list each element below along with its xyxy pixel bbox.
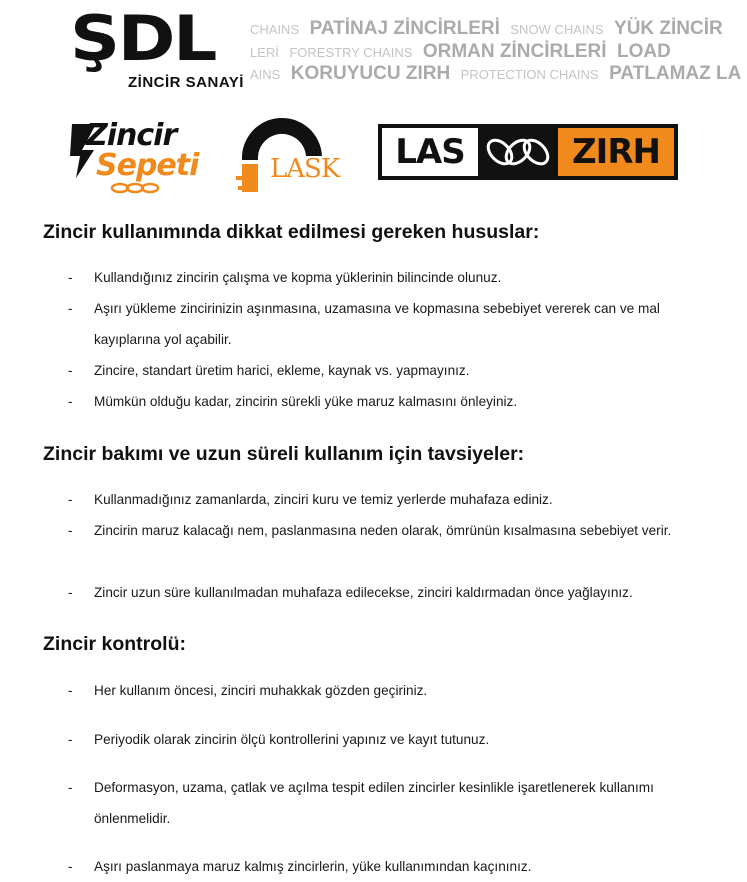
bullet-dash: - bbox=[68, 270, 73, 285]
list-item-text: Kullandığınız zincirin çalışma ve kopma yüklerinin bilincinde olunuz. bbox=[94, 270, 502, 285]
zincir-sepeti-line1: Zincir bbox=[86, 118, 177, 153]
list-item bbox=[68, 724, 716, 755]
section-title: Zincir kullanımında dikkat edilmesi gereken hususlar: bbox=[43, 221, 540, 243]
tagline-row-3 bbox=[250, 63, 747, 85]
lask-logo bbox=[234, 116, 342, 196]
sdl-brand-text: ŞDL bbox=[70, 2, 216, 75]
lask-text: LASK bbox=[270, 154, 340, 184]
list-item-text: Zincir uzun süre kullanılmadan muhafaza edilecekse, zinciri kaldırmadan önce yağlayınız. bbox=[94, 585, 633, 600]
list-item-text: Zincirin maruz kalacağı nem, paslanmasına neden olarak, ömrünün kısalmasına sebebiyet verir. bbox=[94, 523, 672, 538]
bullet-dash: - bbox=[68, 585, 73, 600]
tagline-text: ORMAN ZİNCİRLERİ bbox=[422, 41, 607, 62]
las-zirh-logo bbox=[378, 124, 678, 180]
list-item-text: Aşırı yükleme zincirinizin aşınmasına, uzamasına ve kopmasına sebebiyet vererek can ve mal kayıplarına yol açabilir. bbox=[94, 301, 660, 347]
las-zirh-right-text: ZIRH bbox=[558, 128, 674, 176]
list-item bbox=[68, 293, 716, 355]
list-item bbox=[68, 484, 716, 515]
bullet-dash: - bbox=[68, 732, 73, 747]
header-banner bbox=[0, 0, 742, 110]
las-zirh-left-text: LAS bbox=[382, 128, 478, 176]
list-item-text: Periyodik olarak zincirin ölçü kontrollerini yapınız ve kayıt tutunuz. bbox=[94, 732, 490, 747]
bullet-dash: - bbox=[68, 859, 73, 874]
tagline-text: PATİNAJ ZİNCİRLERİ bbox=[309, 18, 500, 39]
bullet-dash: - bbox=[68, 363, 73, 378]
list-item-text: Her kullanım öncesi, zinciri muhakkak gözden geçiriniz. bbox=[94, 683, 428, 698]
zincir-sepeti-logo bbox=[70, 118, 210, 198]
list-item-text: Aşırı paslanmaya maruz kalmış zincirlerin, yüke kullanımından kaçınınız. bbox=[94, 859, 532, 874]
zincir-sepeti-line2: Sepeti bbox=[96, 148, 199, 183]
list-item-text: Zincire, standart üretim harici, ekleme, kaynak vs. yapmayınız. bbox=[94, 363, 470, 378]
list-item-text: Mümkün olduğu kadar, zincirin sürekli yüke maruz kalmasını önleyiniz. bbox=[94, 394, 518, 409]
bullet-dash: - bbox=[68, 301, 73, 316]
chain-icon bbox=[110, 182, 170, 194]
list-item bbox=[68, 386, 716, 417]
list-item bbox=[68, 851, 716, 882]
bullet-dash: - bbox=[68, 394, 73, 409]
list-item bbox=[68, 515, 716, 546]
sdl-brand-subtitle: ZİNCİR SANAYİ bbox=[128, 74, 244, 91]
tagline-text: AINS bbox=[250, 67, 281, 82]
list-item-text: Kullanmadığınız zamanlarda, zinciri kuru ve temiz yerlerde muhafaza ediniz. bbox=[94, 492, 553, 507]
bullet-dash: - bbox=[68, 523, 73, 538]
list-item bbox=[68, 577, 716, 608]
tagline-text: YÜK ZİNCİR bbox=[614, 18, 723, 39]
tagline-text: KORUYUCU ZIRH bbox=[290, 63, 451, 84]
sdl-logo bbox=[70, 2, 270, 92]
tagline-text: FORESTRY CHAINS bbox=[289, 45, 413, 60]
tagline-text: LOAD bbox=[616, 41, 671, 62]
section-title: Zincir bakımı ve uzun süreli kullanım için tavsiyeler: bbox=[43, 443, 525, 465]
tagline-text: LERİ bbox=[250, 45, 279, 60]
list-item-text: Deformasyon, uzama, çatlak ve açılma tespit edilen zincirler kesinlikle işaretlenerek kullanımı önlenmelidir. bbox=[94, 780, 654, 826]
list-item bbox=[68, 355, 716, 386]
brand-logos bbox=[0, 110, 723, 200]
tagline-text: PROTECTION CHAINS bbox=[460, 67, 599, 82]
list-item bbox=[68, 772, 716, 834]
tagline-row-1 bbox=[250, 18, 729, 40]
bullet-dash: - bbox=[68, 492, 73, 507]
bullet-dash: - bbox=[68, 780, 73, 795]
bullet-dash: - bbox=[68, 683, 73, 698]
tagline-text: CHAINS bbox=[250, 22, 300, 37]
tagline-text: SNOW CHAINS bbox=[510, 22, 604, 37]
chain-links-icon bbox=[480, 128, 556, 176]
list-item bbox=[68, 262, 716, 293]
list-item bbox=[68, 675, 716, 706]
tagline-row-2 bbox=[250, 41, 677, 63]
tagline-text: PATLAMAZ LA bbox=[609, 63, 742, 84]
section-title: Zincir kontrolü: bbox=[43, 633, 186, 655]
